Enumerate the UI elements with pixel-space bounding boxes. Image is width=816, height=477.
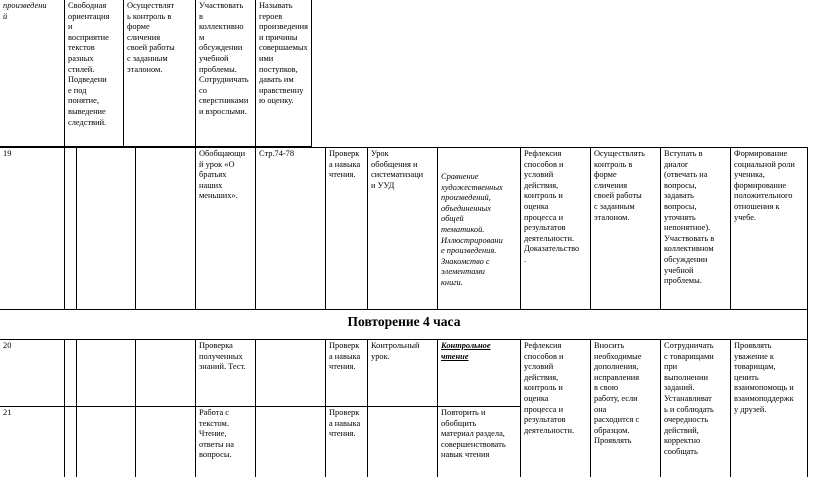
cell-r19-number: 19 [0,147,65,310]
cell-r21-pages [255,406,326,477]
cell-top-c2: Свободная ориентация и восприятие текстов разных стилей. Подведени е под понятие, выведение следствий. [64,0,124,147]
section-heading: Повторение 4 часа [0,309,808,340]
cell-top-c3: Осуществлят ь контроль в форме сличения своей работы с заданным эталоном. [123,0,196,147]
cell-top-c1: произведени й [0,0,65,147]
cell-r19-reflection: Рефлексия способов и условий действия, контроль и оценка процесса и результатов деятельности. Доказательство . [520,147,591,310]
cell-r21-check: Проверк а навыка чтения. [325,406,368,477]
cell-top-c4: Участвовать в коллективно м обсуждении учебной проблемы. Сотрудничать со сверстниками и взрослыми. [195,0,256,147]
cell-r20-21-cooperation: Сотрудничать с товарищами при выполнении заданий. Устанавливат ь и соблюдать очередность действий, корректно сообщать [660,339,731,477]
cell-r19-check: Проверк а навыка чтения. [325,147,368,310]
cell-r20-21-respect: Проявлять уважение к товарищам, ценить взаимопомощь и взаимоподдержк у друзей. [730,339,808,477]
cell-r21-number: 21 [0,406,65,477]
cell-r20-21-additions: Вносить необходимые дополнения, исправления в свою работу, если она расходится с образцом. Проявлять [590,339,661,477]
cell-r20-type: Контрольный урок. [367,339,438,407]
cell-r19-dialog: Вступать в диалог (отвечать на вопросы, задавать вопросы, уточнять непонятное). Участвовать в коллективном обсуждении учебной проблемы. [660,147,731,310]
cell-r19-topic: Обобщающи й урок «О братьях наших меньших». [195,147,256,310]
cell-r20-activity: Контрольное чтение [437,339,521,407]
cell-r20-check: Проверк а навыка чтения. [325,339,368,407]
cell-r20-topic: Проверка полученных знаний. Тест. [195,339,256,407]
cell-r21-type [367,406,438,477]
cell-r21-empty-2 [76,406,136,477]
cell-top-c5: Называть героев произведения и причины совершаемых ими поступков, давать им нравственну ю оценку. [255,0,312,147]
cell-r19-pages: Стр.74-78 [255,147,326,310]
cell-r19-attitude: Формирование социальной роли ученика, формирование положительного отношения к учебе. [730,147,808,310]
cell-r20-empty-2 [76,339,136,407]
cell-r21-activity: Повторить и обобщить материал раздела, совершенствовать навык чтения [437,406,521,477]
cell-r19-empty-2 [76,147,136,310]
cell-r21-topic: Работа с текстом. Чтение, ответы на вопросы. [195,406,256,477]
cell-r19-empty-3 [135,147,196,310]
cell-r20-number: 20 [0,339,65,407]
cell-r21-empty-3 [135,406,196,477]
cell-r19-type: Урок обобщения и систематизаци и УУД [367,147,438,310]
cell-r19-control: Осуществлять контроль в форме сличения своей работы с заданным эталоном. [590,147,661,310]
cell-r20-pages [255,339,326,407]
cell-r19-activity: Сравнение художественных произведений, объединенных общей тематикой. Иллюстрировани е произведения. Знакомство с элементами книги. [437,147,521,310]
cell-r20-21-reflection: Рефлексия способов и условий действия, контроль и оценка процесса и результатов деятельности. [520,339,591,477]
cell-r20-empty-3 [135,339,196,407]
